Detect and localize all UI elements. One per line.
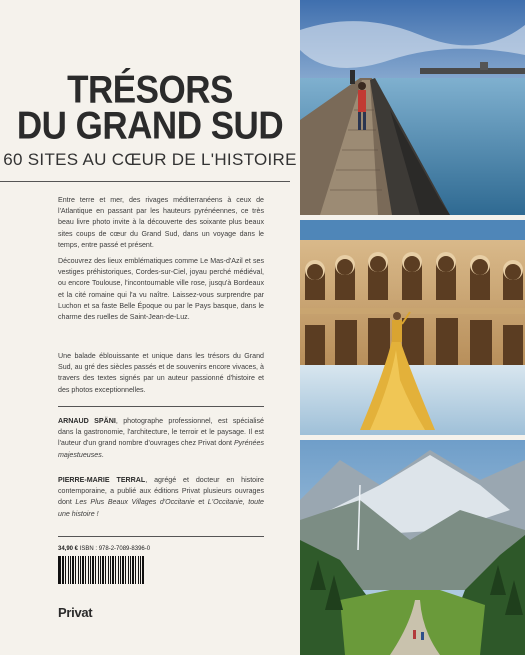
- divider: [0, 181, 290, 182]
- price: 34,90 €: [58, 546, 79, 552]
- divider: [58, 536, 264, 537]
- isbn: ISBN : 978-2-7089-8396-0: [78, 546, 151, 552]
- price-isbn-line: [58, 546, 150, 552]
- book-reference: L'Occitanie, toute une histoire !: [58, 498, 265, 518]
- author-name: PIERRE-MARIE TERRAL: [58, 476, 146, 484]
- book-title-line-1: TRÉSORS: [67, 67, 233, 112]
- mountain-valley-photo: [300, 440, 525, 655]
- author-name: ARNAUD SPÄNI: [58, 417, 116, 425]
- author-bio-text: , photographe professionnel, est spécialisé dans la gastronomie, l'architecture, le terroir et le paysage. Il est l'auteur d'un grand nombre d'ouvrages chez Privat dont: [58, 417, 265, 448]
- description-paragraph-3: Une balade éblouissante et unique dans les trésors du Grand Sud, au gré des siècles passés et de souvenirs encore vivaces, à travers des textes signés par un auteur passionné d'histoire et des photos exceptionnelles.: [58, 352, 264, 394]
- author-bio-1: [58, 416, 264, 461]
- book-subtitle: 60 SITES AU CŒUR DE L'HISTOIRE: [3, 150, 297, 169]
- author-bio-end: .: [101, 450, 104, 459]
- description-paragraph-2: Découvrez des lieux emblématiques comme Le Mas-d'Azil et ses vestiges préhistoriques, Cordes-sur-Ciel, joyau perché médiéval, ou encore Toulouse, l'incontournable ville rose, jusqu'à Bordeaux et la cité romaine qui l'a vu naître. Laissez-vous surprendre par Luchon et sa faste Belle Époque ou par le Pays basque, dans le charme des ruelles de Saint-Jean-de-Luz.: [58, 257, 264, 322]
- author-bio-joiner: et: [194, 498, 208, 507]
- description-paragraph-1: Entre terre et mer, des rivages méditerranéens à ceux de l'Atlantique en passant par les hauteurs pyrénéennes, ce très beau livre photo invite à la découverte des soixante plus beaux sites coups de cœur du Grand Sud, dans un voyage dans le temps, entre passé et présent.: [58, 196, 264, 249]
- roman-arena-dancer-photo: [300, 220, 525, 435]
- author-bio-text: , agrégé et docteur en histoire contemporaine, a publié aux éditions Privat plusieurs ouvrages dont: [58, 476, 264, 507]
- pier-seaside-photo: [300, 0, 525, 215]
- author-bio-2: [58, 475, 264, 520]
- publisher-logo: Privat: [58, 605, 93, 620]
- barcode: [58, 556, 144, 584]
- divider: [58, 406, 264, 407]
- book-title-line-2: DU GRAND SUD: [16, 103, 284, 148]
- book-reference: Pyrénées majestueuses: [58, 439, 264, 459]
- book-reference: Les Plus Beaux Villages d'Occitanie: [75, 498, 195, 507]
